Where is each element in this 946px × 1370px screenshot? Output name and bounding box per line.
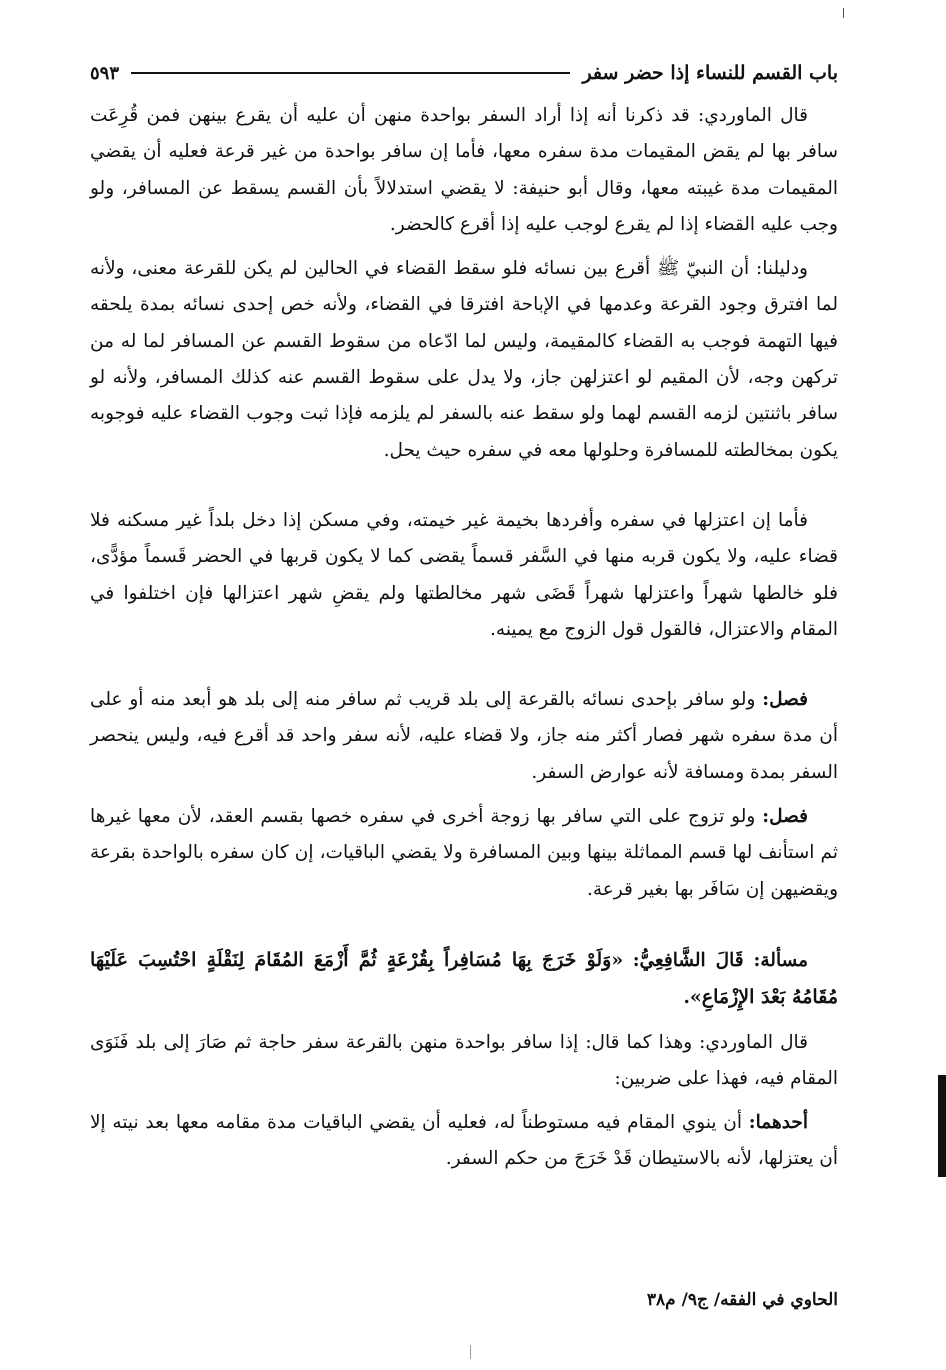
header-rule xyxy=(131,72,570,74)
shafii-quote: «وَلَوْ خَرَجَ بِهَا مُسَافِراً بِقُرْعَةٍ ثُمَّ أَزْمَعَ المُقَامَ لِنَقْلَةٍ احْتُسِبَ عَلَيْهَا مُقَامُهُ بَعْدَ الإِزْمَاعِ». xyxy=(90,948,838,1009)
paragraph-1 xyxy=(90,98,838,243)
case-label: أحدهما: xyxy=(748,1112,808,1134)
main-text xyxy=(90,98,838,1178)
running-header xyxy=(90,56,838,90)
paragraph-5-text: ولو تزوج على التي سافر بها زوجة أخرى في سفره خصها بقسم العقد، لأن معها غيرها ثم استأنف لها قسم المماثلة بينها وبين المسافرة ولا يقضي الباقيات، إن كان سفره بالواحدة بقرعة ويقضيهن إن سَافَر بها بغير قرعة. xyxy=(90,806,838,900)
paragraph-7 xyxy=(90,1025,838,1098)
scan-mark-top xyxy=(843,8,844,18)
paragraph-7-text: قال الماوردي: وهذا كما قال: إذا سافر بواحدة منهن بالقرعة سفر حاجة ثم صَارَ إلى بلد فَنَوَى المقام فيه، فهذا على ضربين: xyxy=(90,1031,838,1089)
masala-label: مسألة: قَالَ الشَّافِعِيُّ: xyxy=(632,949,808,971)
paragraph-8-text: أن ينوي المقام فيه مستوطناً له، فعليه أن يقضي الباقيات مدة مقامه معها بعد نيته إلا أن يعتزلها، لأنه بالاستيطان قَدْ خَرَجَ من حكم السفر. xyxy=(90,1112,838,1170)
section-label: فصل: xyxy=(762,689,809,711)
paragraph-4-text: ولو سافر بإحدى نسائه بالقرعة إلى بلد قريب ثم سافر منه إلى بلد هو أبعد منه أو على أن مدة سفره شهر فصار أكثر منه جاز، ولا قضاء عليه، لأنه سفر واحد قد أقرع فيه، وليس ينحصر السفر بمدة ومسافة لأنه عوارض السفر. xyxy=(90,689,838,783)
paragraph-8 xyxy=(90,1105,838,1178)
footer-source: الحاوي في الفقه/ ج٩/ م٣٨ xyxy=(646,1290,838,1310)
paragraph-3-text: فأما إن اعتزلها في سفره وأفردها بخيمة غير خيمته، وفي مسكن إذا دخل بلداً غير مسكنه فلا قضاء عليه، ولا يكون قربه منها في السَّفر قسماً يقضى كما لا يكون قربها في الحضر قَسماً مؤدًّى، فلو خالطها شهراً واعتزلها شهراً قَضَى شهر مخالطتها ولم يقضِ شهر اعتزالها فإن اختلفوا في المقام والاعتزال، فالقول قول الزوج مع يمينه. xyxy=(90,509,838,640)
paragraph-2 xyxy=(90,251,838,469)
paragraph-1-text: قال الماوردي: قد ذكرنا أنه إذا أراد السفر بواحدة منهن أن عليه أن يقرع بينهن فمن قُرِعَت سافر بها لم يقض المقيمات مدة سفره معها، فأما إن سافر بواحدة من غير قرعة فعليه أن يقضي المقيمات مدة غيبته معها، وقال أبو حنيفة: لا يقضي استدلالاً بأن القسم يسقط عن المسافر، ولو وجب عليه القضاء إذا لم يقرع لوجب عليه إذا أقرع كالحضر. xyxy=(90,105,838,235)
paragraph-6 xyxy=(90,942,838,1017)
page-edge-marker xyxy=(938,1075,946,1177)
paragraph-3 xyxy=(90,503,838,648)
section-label: فصل: xyxy=(762,806,808,828)
page-number: ٥٩٣ xyxy=(90,62,120,84)
paragraph-5 xyxy=(90,799,838,908)
paragraph-2-text: ودليلنا: أن النبيّ ﷺ أقرع بين نسائه فلو سقط القضاء في الحالين لم يكن للقرعة معنى، ولأنه لما افترق وجود القرعة وعدمها في الإباحة افترقا في القضاء، ولأنه خص إحدى نسائه بمدة يلحقه فيها التهمة فوجب به القضاء كالمقيمة، وليس لما ادّعاه من سقوط القسم عن المسافر لما له من تركهن وجه، لأن المقيم لو اعتزلهن جاز، ولا يدل على سقوط القسم عنه كذلك المسافر، ولأنه لو سافر باثنتين لزمه القسم لهما ولو سقط عنه بالسفر لم يلزمه فإذا ثبت وجوب القضاء عليه فوجوبه يكون بمخالطته للمسافرة وحلولها معه في سفره حيث يحل. xyxy=(90,258,838,461)
scan-mark-bottom xyxy=(470,1345,471,1359)
paragraph-4 xyxy=(90,682,838,791)
chapter-title: باب القسم للنساء إذا حضر سفر xyxy=(582,62,838,84)
